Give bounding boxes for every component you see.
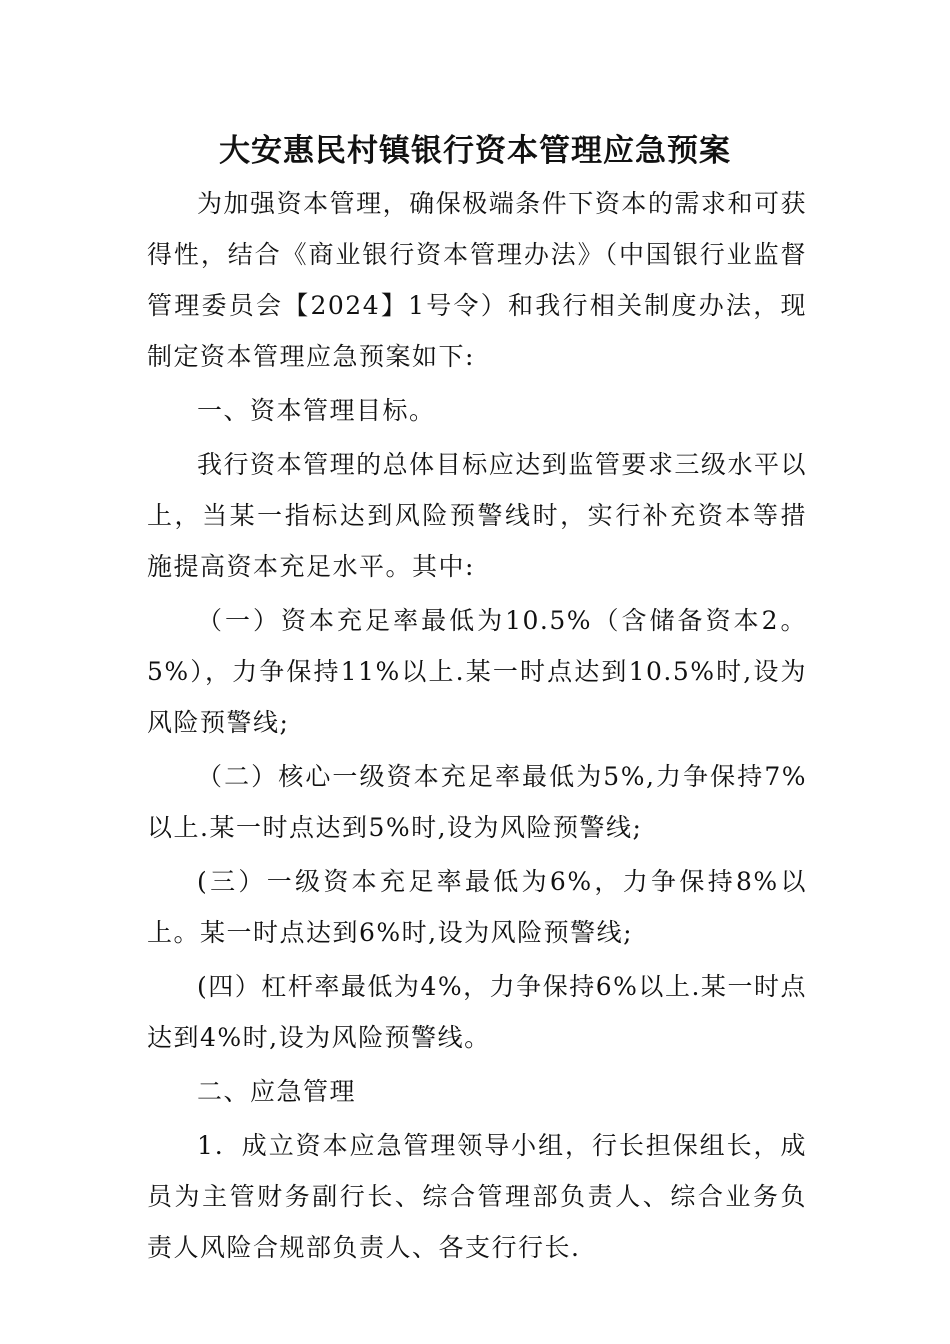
paragraph-overall-goal: 我行资本管理的总体目标应达到监管要求三级水平以上，当某一指标达到风险预警线时，实行补充资本等措施提高资本充足水平。其中: [147,450,807,581]
document-body [147,178,807,1273]
section-heading-1: 一、资本管理目标。 [197,396,436,425]
paragraph-leadership-group: 1．成立资本应急管理领导小组，行长担保组长，成员为主管财务副行长、综合管理部负责人、综合业务负责人风险合规部负责人、各支行行长. [147,1131,807,1262]
paragraph-item-3: (三）一级资本充足率最低为6%，力争保持8%以上。某一时点达到6%时,设为风险预警线; [147,867,807,947]
paragraph-item-4: (四）杠杆率最低为4%，力争保持6%以上.某一时点达到4%时,设为风险预警线。 [147,972,807,1052]
paragraph-item-1: （一）资本充足率最低为10.5%（含储备资本2。5%），力争保持11%以上.某一时点达到10.5%时,设为风险预警线; [147,606,807,737]
section-heading-2: 二、应急管理 [197,1077,357,1106]
paragraph-item-2: （二）核心一级资本充足率最低为5%,力争保持7%以上.某一时点达到5%时,设为风险预警线; [147,762,807,842]
document-title: 大安惠民村镇银行资本管理应急预案 [219,133,731,169]
intro-paragraph: 为加强资本管理，确保极端条件下资本的需求和可获得性，结合《商业银行资本管理办法》（中国银行业监督管理委员会【2024】1号令）和我行相关制度办法，现制定资本管理应急预案如下: [147,189,807,371]
